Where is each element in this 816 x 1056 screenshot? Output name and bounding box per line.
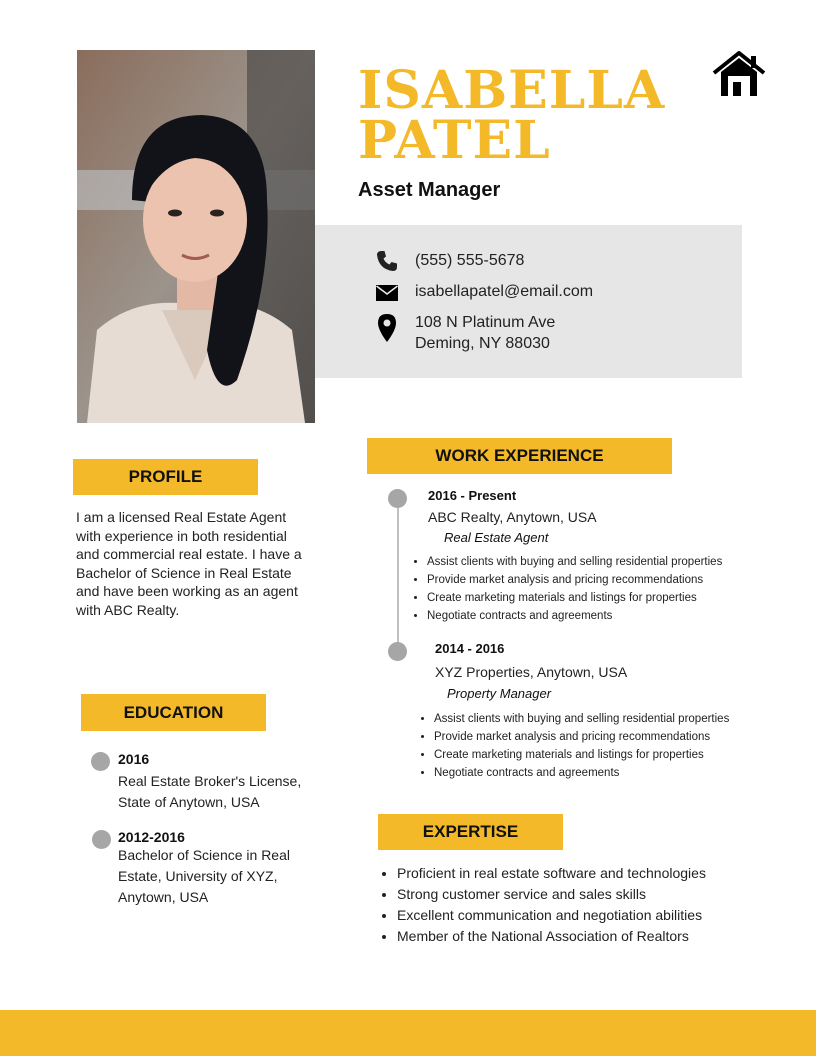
- job-duty: • Negotiate contracts and agreements: [427, 607, 787, 625]
- address-line-1: 108 N Platinum Ave: [415, 314, 556, 331]
- candidate-name: [358, 60, 688, 171]
- education-desc: [118, 771, 318, 813]
- education-item: [118, 751, 318, 813]
- education-heading: EDUCATION: [81, 694, 266, 731]
- job-role: Property Manager: [447, 686, 552, 701]
- job-company: XYZ Properties, Anytown, USA: [435, 664, 628, 680]
- map-pin-icon: [375, 313, 399, 343]
- phone-number: (555) 555-5678: [415, 252, 525, 269]
- expertise-item: • Strong customer service and sales skills: [397, 884, 797, 905]
- home-icon: [711, 50, 767, 98]
- job-duties: [419, 710, 794, 782]
- timeline-line: [397, 506, 399, 652]
- job-company: ABC Realty, Anytown, USA: [428, 509, 597, 525]
- job-entry: [435, 641, 775, 701]
- profile-text: I am a licensed Real Estate Agent with experience in both residential and commercial real estate. I have a Bachelor of Science in Real Estate and have been working as an agent with ABC Realty.: [76, 509, 302, 618]
- job-dates: 2016 - Present: [428, 488, 517, 503]
- timeline-dot: [92, 830, 111, 849]
- job-role: Real Estate Agent: [444, 530, 549, 545]
- address: [415, 312, 555, 354]
- job-duty: • Negotiate contracts and agreements: [434, 764, 794, 782]
- timeline-dot: [388, 642, 407, 661]
- job-entry: [428, 488, 768, 545]
- education-desc: [118, 845, 318, 908]
- profile-photo: [77, 50, 315, 423]
- education-line: Anytown, USA: [118, 889, 209, 905]
- job-duty: • Create marketing materials and listings for properties: [434, 746, 794, 764]
- job-duty: • Assist clients with buying and selling residential properties: [434, 710, 794, 728]
- job-duties: [412, 553, 787, 625]
- job-duty: • Provide market analysis and pricing recommendations: [427, 571, 787, 589]
- education-line: Estate, University of XYZ,: [118, 868, 278, 884]
- job-title: Asset Manager: [358, 179, 501, 201]
- expertise-item: • Proficient in real estate software and technologies: [397, 863, 797, 884]
- timeline-dot: [388, 489, 407, 508]
- timeline-dot: [91, 752, 110, 771]
- profile-heading: PROFILE: [73, 459, 258, 495]
- envelope-icon: [375, 281, 399, 305]
- expertise-item: • Excellent communication and negotiation abilities: [397, 905, 797, 926]
- footer-band: [0, 1010, 816, 1056]
- job-duty: • Assist clients with buying and selling residential properties: [427, 553, 787, 571]
- education-line: Bachelor of Science in Real: [118, 847, 290, 863]
- first-name: ISABELLA: [358, 60, 666, 121]
- address-line-2: Deming, NY 88030: [415, 335, 550, 352]
- expertise-heading: EXPERTISE: [378, 814, 563, 850]
- education-line: State of Anytown, USA: [118, 794, 260, 810]
- education-date: 2012-2016: [118, 829, 185, 845]
- education-date: 2016: [118, 751, 150, 767]
- contact-box: [315, 225, 742, 378]
- work-experience-heading: WORK EXPERIENCE: [367, 438, 672, 474]
- job-dates: 2014 - 2016: [435, 641, 505, 656]
- education-line: Real Estate Broker's License,: [118, 773, 302, 789]
- expertise-item: • Member of the National Association of Realtors: [397, 926, 797, 947]
- job-duty: • Create marketing materials and listings for properties: [427, 589, 787, 607]
- last-name: PATEL: [358, 110, 551, 171]
- email-address: isabellapatel@email.com: [415, 283, 594, 300]
- expertise-list: [381, 863, 797, 947]
- education-item: [118, 829, 318, 908]
- phone-icon: [375, 249, 399, 273]
- job-duty: • Provide market analysis and pricing recommendations: [434, 728, 794, 746]
